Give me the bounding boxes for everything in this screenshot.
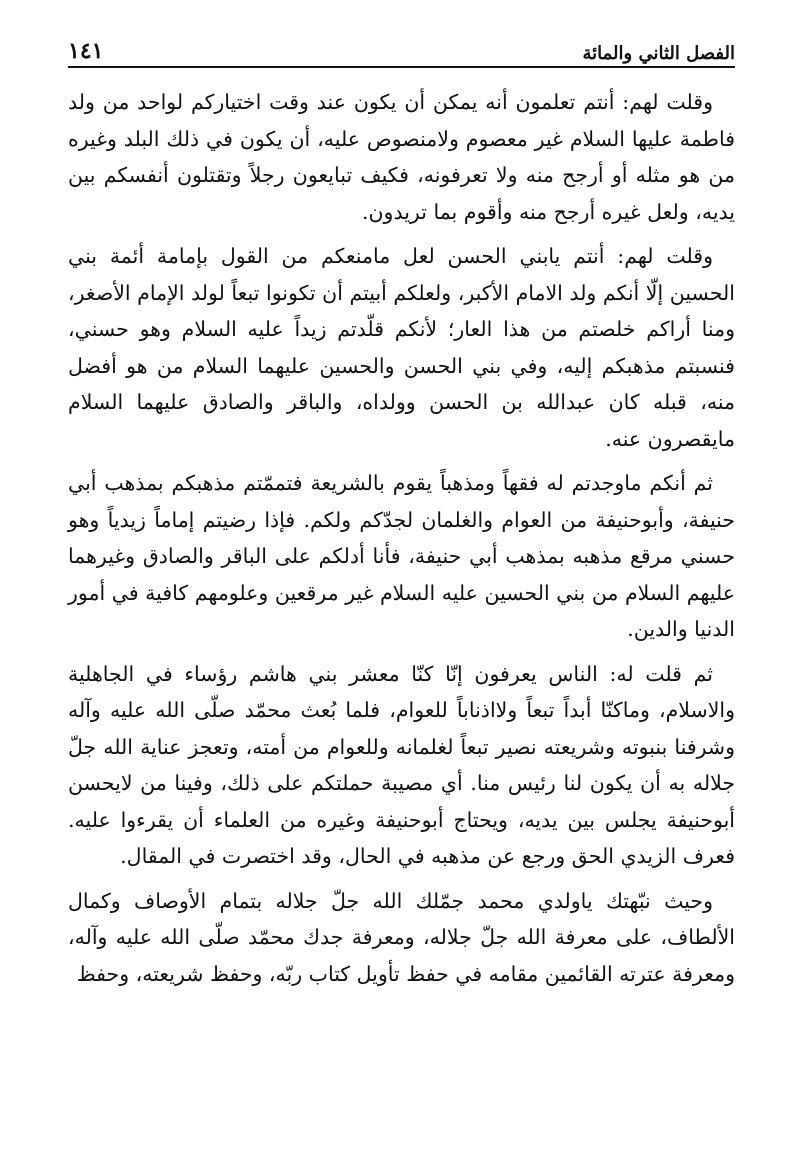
paragraph: وقلت لهم: أنتم تعلمون أنه يمكن أن يكون عند وقت اختياركم لواحد من ولد فاطمة عليها السلام غير معصوم ولامنصوص عليه، أن يكون في ذلك البلد وغيره من هو مثله أو أرجح منه ولا تعرفونه، فكيف تبايعون رجلاً وتقتلون أنفسكم بين يديه، ولعل غيره أرجح منه وأقوم بما تريدون. xyxy=(68,90,735,224)
page-header xyxy=(68,30,735,64)
paragraph: ثم قلت له: الناس يعرفون إنّا كنّا معشر بني هاشم رؤساء في الجاهلية والاسلام، وماكنّا أبداً تبعاً ولااذناباً للعوام، فلما بُعث محمّد صلّى الله عليه وآله وشرفنا بنبوته وشريعته نصير تبعاً لغلمانه وللعوام من أمته، وتعجز عناية الله جلّ جلاله به أن يكون لنا رئيس منا. أي مصيبة حملتكم على ذلك، وفينا من لايحسن أبوحنيفة يجلس بين يديه، ويحتاج أبوحنيفة وغيره من العلماء أن يقرءوا عليه. فعرف الزيدي الحق ورجع عن مذهبه في الحال، وقد اختصرت في المقال. xyxy=(68,661,735,868)
paragraph: وحيث نبّهتك ياولدي محمد جمّلك الله جلّ جلاله بتمام الأوصاف وكمال الألطاف، على معرفة الله جلّ جلاله، ومعرفة جدك محمّد صلّى الله عليه وآله، ومعرفة عترته القائمين مقامه في حفظ تأويل كتاب ربّه، وحفظ شريعته، وحفظ xyxy=(68,888,735,986)
paragraph: ثم أنكم ماوجدتم له فقهاً ومذهباً يقوم بالشريعة فتممّتم مذهبكم بمذهب أبي حنيفة، وأبوحنيفة من العوام والغلمان لجدّكم ولكم. فإذا رضيتم إماماً زيدياً وهو حسني مرقع مذهبه بمذهب أبي حنيفة، فأنا أدلكم على الباقر والصادق وغيرهما عليهم السلام من بني الحسين عليه السلام غير مرقعين وعلومهم كافية في أمور الدنيا والدين. xyxy=(68,471,735,641)
paragraph: وقلت لهم: أنتم يابني الحسن لعل مامنعكم من القول بإمامة أئمة بني الحسين إلّا أنكم ولد الامام الأكبر، ولعلكم أبيتم أن تكونوا تبعاً لولد الإمام الأصغر، ومنا أراكم خلصتم من هذا العار؛ لأنكم قلّدتم زيداً عليه السلام وهو حسني، فنسبتم مذهبكم إليه، وفي بني الحسن والحسين عليهما السلام من هو أفضل منه، قبله كان عبدالله بن الحسن وولداه، والباقر والصادق عليهما السلام مايقصرون عنه. xyxy=(68,244,735,451)
header-divider xyxy=(68,66,735,68)
page-body xyxy=(68,84,735,1000)
page-number: ١٤١ xyxy=(68,38,104,64)
chapter-title: الفصل الثاني والمائة xyxy=(582,43,735,64)
